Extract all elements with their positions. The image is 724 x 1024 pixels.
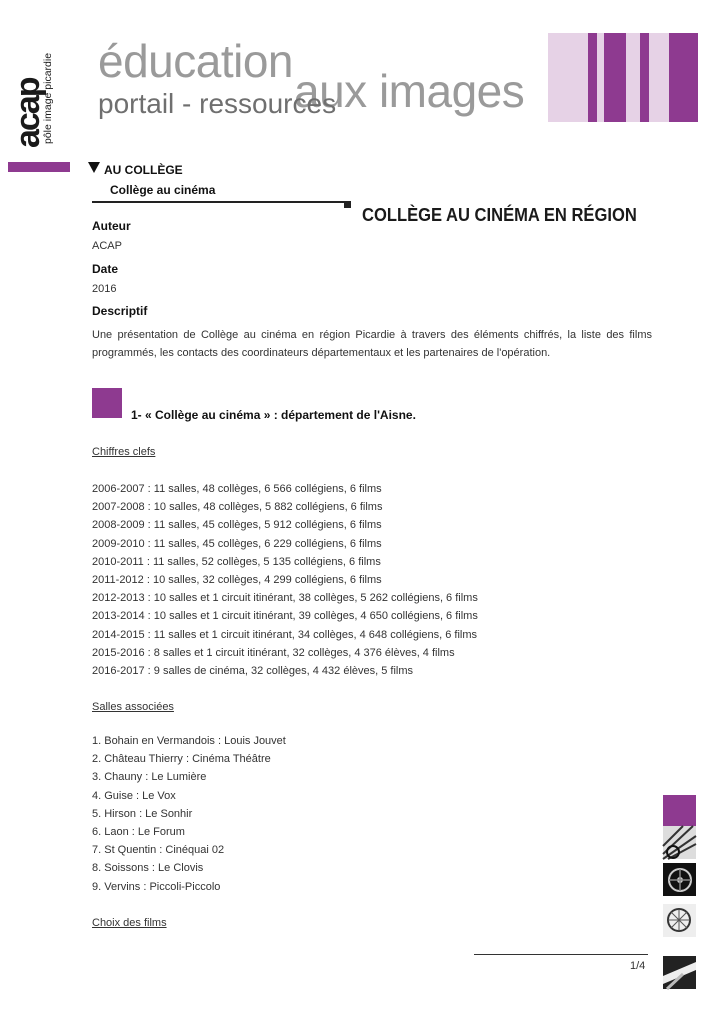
side-image-4 <box>663 956 696 989</box>
descriptif-text: Une présentation de Collège au cinéma en région Picardie à travers des éléments chiffrés, la liste des films programmés, les contacts des coordinateurs départementaux et les partenaires de l'opération. <box>92 329 652 359</box>
acap-logo <box>6 40 52 150</box>
section-title: 1- « Collège au cinéma » : département de l'Aisne. <box>131 408 416 422</box>
deco-stripe-4 <box>669 33 698 122</box>
side-image-2 <box>663 863 696 896</box>
side-accent-square <box>663 795 696 828</box>
header-subtitle: portail - ressources <box>98 88 337 119</box>
date-value: 2016 <box>92 283 117 295</box>
chiffres-item: 2013-2014 : 10 salles et 1 circuit itinérant, 39 collèges, 4 650 collégiens, 6 films <box>92 610 478 623</box>
date-label: Date <box>92 262 119 276</box>
chiffres-item: 2012-2013 : 10 salles et 1 circuit itinérant, 38 collèges, 5 262 collégiens, 6 films <box>92 592 478 605</box>
document-title: COLLÈGE AU CINÉMA EN RÉGION <box>362 205 637 225</box>
logo-brand: acap <box>9 78 47 148</box>
salle-item: 5. Hirson : Le Sonhir <box>92 807 193 820</box>
footer-rule <box>474 954 648 955</box>
logo-accent-bar <box>8 162 70 172</box>
salle-item: 4. Guise : Le Vox <box>92 789 176 802</box>
deco-stripe-2 <box>604 33 626 122</box>
salle-item: 1. Bohain en Vermandois : Louis Jouvet <box>92 735 286 747</box>
chiffres-item: 2010-2011 : 11 salles, 52 collèges, 5 135 collégiens, 6 films <box>92 555 381 568</box>
chiffres-heading: Chiffres clefs <box>92 446 156 458</box>
chiffres-item: 2008-2009 : 11 salles, 45 collèges, 5 912 collégiens, 6 films <box>92 519 382 532</box>
breadcrumb-level2[interactable]: Collège au cinéma <box>110 183 216 197</box>
salle-item: 9. Vervins : Piccoli-Piccolo <box>92 880 221 893</box>
salle-item: 7. St Quentin : Cinéquai 02 <box>92 844 225 857</box>
salle-item: 2. Château Thierry : Cinéma Théâtre <box>92 753 271 766</box>
side-image-3 <box>663 904 696 937</box>
films-heading: Choix des films <box>92 917 167 929</box>
deco-stripe-1 <box>588 33 597 122</box>
author-label: Auteur <box>92 219 131 233</box>
salle-item: 8. Soissons : Le Clovis <box>92 862 204 875</box>
chiffres-item: 2009-2010 : 11 salles, 45 collèges, 6 229 collégiens, 6 films <box>92 537 382 550</box>
side-image-1 <box>663 826 696 859</box>
descriptif-label: Descriptif <box>92 304 148 318</box>
logo-tagline: pôle image picardie <box>42 52 54 144</box>
author-value: ACAP <box>92 240 122 252</box>
breadcrumb-triangle-icon <box>88 162 100 173</box>
separator-rule <box>92 201 346 203</box>
deco-stripe-3 <box>640 33 649 122</box>
section-marker <box>92 388 122 418</box>
chiffres-item: 2007-2008 : 10 salles, 48 collèges, 5 882 collégiens, 6 films <box>92 501 383 514</box>
salle-item: 3. Chauny : Le Lumière <box>92 771 207 784</box>
chiffres-item: 2016-2017 : 9 salles de cinéma, 32 collèges, 4 432 élèves, 5 films <box>92 664 414 677</box>
chiffres-item: 2006-2007 : 11 salles, 48 collèges, 6 566 collégiens, 6 films <box>92 483 382 495</box>
chiffres-item: 2014-2015 : 11 salles et 1 circuit itinérant, 34 collèges, 4 648 collégiens, 6 films <box>92 628 478 641</box>
chiffres-item: 2011-2012 : 10 salles, 32 collèges, 4 299 collégiens, 6 films <box>92 573 382 586</box>
page-number: 1/4 <box>630 960 646 972</box>
salles-list <box>92 732 286 896</box>
breadcrumb-level1[interactable]: AU COLLÈGE <box>104 163 183 177</box>
header-decoration <box>548 33 698 122</box>
separator-dot <box>344 201 351 208</box>
salles-heading: Salles associées <box>92 701 174 713</box>
chiffres-list <box>92 480 478 680</box>
header-title-aux: aux images <box>294 65 525 117</box>
chiffres-item: 2015-2016 : 8 salles et 1 circuit itinérant, 32 collèges, 4 376 élèves, 4 films <box>92 646 455 659</box>
header-title-main: éducation <box>98 35 293 87</box>
salle-item: 6. Laon : Le Forum <box>92 825 185 838</box>
